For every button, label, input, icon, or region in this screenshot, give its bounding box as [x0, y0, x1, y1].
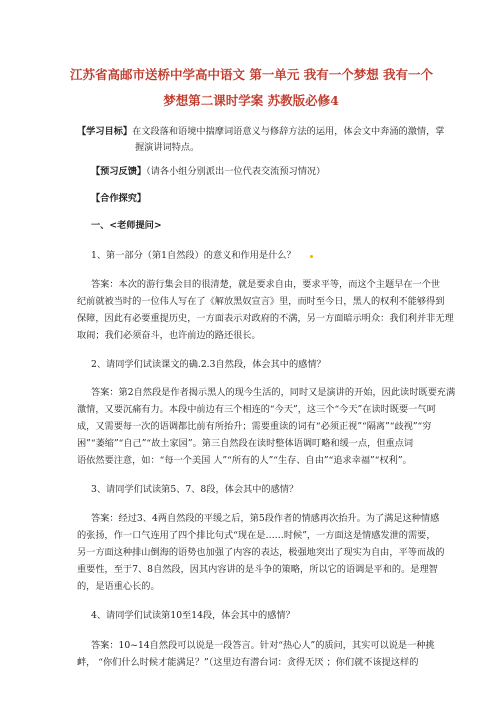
goal-line-1 [77, 126, 445, 138]
section-1-heading: 一、<老师提问> [91, 220, 162, 231]
answer-3-line-4: 重要性，至于7、8自然段，因其内容讲的是斗争的策略，所以它的语调是平和的。是理智 [77, 564, 438, 575]
stray-mark [310, 255, 313, 258]
answer-2-line-3: 成，又需要每一次的语调都比前有所抬升；需要重读的词有“必须正视”“隔离”“歧视”“穷 [77, 421, 432, 432]
question-2: 2、请同学们试读课文的确.2.3自然段，体会其中的感情？ [91, 359, 326, 370]
answer-3-line-1: 答案：经过3、4两自然段的平缓之后，第5段作者的情感再次抬升。为了满足这种情感 [91, 513, 440, 524]
answer-3-line-2: 的张扬，作一口气连用了四个排比句式“现在是……时候”，一方面这是情感发泄的需要， [77, 530, 436, 541]
goal-line-2: 握演讲词特点。 [135, 142, 200, 153]
question-4: 4、请同学们试读第10至14段，体会其中的感情？ [91, 610, 295, 621]
preview-label: 【预习反馈】 [91, 166, 147, 177]
answer-1-line-1: 答案：本次的游行集会目的很清楚，就是要求自由，要求平等，而这个主题早在一个世 [91, 279, 441, 290]
preview-line [91, 166, 325, 178]
document-title-line-1: 江苏省高邮市送桥中学高中语文 第一单元 我有一个梦想 我有一个 [70, 67, 434, 82]
answer-2-line-4: 困”“萎缩”“自己”“故土家园”。第三自然段在读时整体语调叮略和缓一点，但重点词 [77, 438, 414, 449]
answer-1-line-3: 保障，因此有必要重提历史，一方面表示对政府的不满，另一方面暗示明众：我们利并非无理 [77, 313, 454, 324]
question-1: 1、第一部分（第1自然段）的意义和作用是什么？ [91, 250, 296, 261]
preview-text: （请各小组分别派出一位代表交流预习情况） [146, 166, 326, 177]
answer-4-line-2: 衅， “你们什么时候才能满足？”（这里边有潜台词：贪得无厌 ；你们就不该提这样的 [77, 657, 419, 668]
goal-text-1: 在文段落和语境中揣摩词语意义与修辞方法的运用，体会文中奔涌的激情，掌 [132, 126, 445, 137]
answer-3-line-3: 另一方面这种排山倒海的语势也加强了内容的表达，极强地突出了现实为自由，平等而战的 [77, 547, 445, 558]
answer-2-line-1: 答案：第2自然段是作者揭示黑人的现今生活的，同时又是演讲的开始，因此读时既要充满 [91, 387, 456, 398]
answer-4-line-1: 答案：10~14自然段可以说是一段答言。针对“热心人”的质问，其实可以说是一种挑 [91, 640, 435, 651]
answer-2-line-2: 激情，又要沉痛有力。本段中前边有三个相连的“今天”，这三个“今天”在读时既要一气呵 [77, 404, 436, 415]
document-title-line-2: 梦想第二课时学案 苏教版必修4 [163, 93, 339, 108]
coop-label: 【合作探究】 [91, 193, 147, 204]
answer-3-line-5: 的，是语重心长的。 [77, 581, 160, 592]
answer-2-line-5: 语依然要注意，如：“每一个美国 人”“所有的人”“生存、自由”“追求幸福”“权利”。 [77, 455, 412, 466]
answer-1-line-4: 取闹；我们必须奋斗，也许前边的路还很长。 [77, 330, 261, 341]
answer-1-line-2: 纪前就被当时的一位伟人写在了《解放黑奴宣言》里，而时至今日，黑人的权利不能够得到 [77, 296, 445, 307]
question-3: 3、请同学们试读第5、7、8段，体会其中的感情？ [91, 484, 299, 495]
goal-label: 【学习目标】 [77, 126, 133, 137]
